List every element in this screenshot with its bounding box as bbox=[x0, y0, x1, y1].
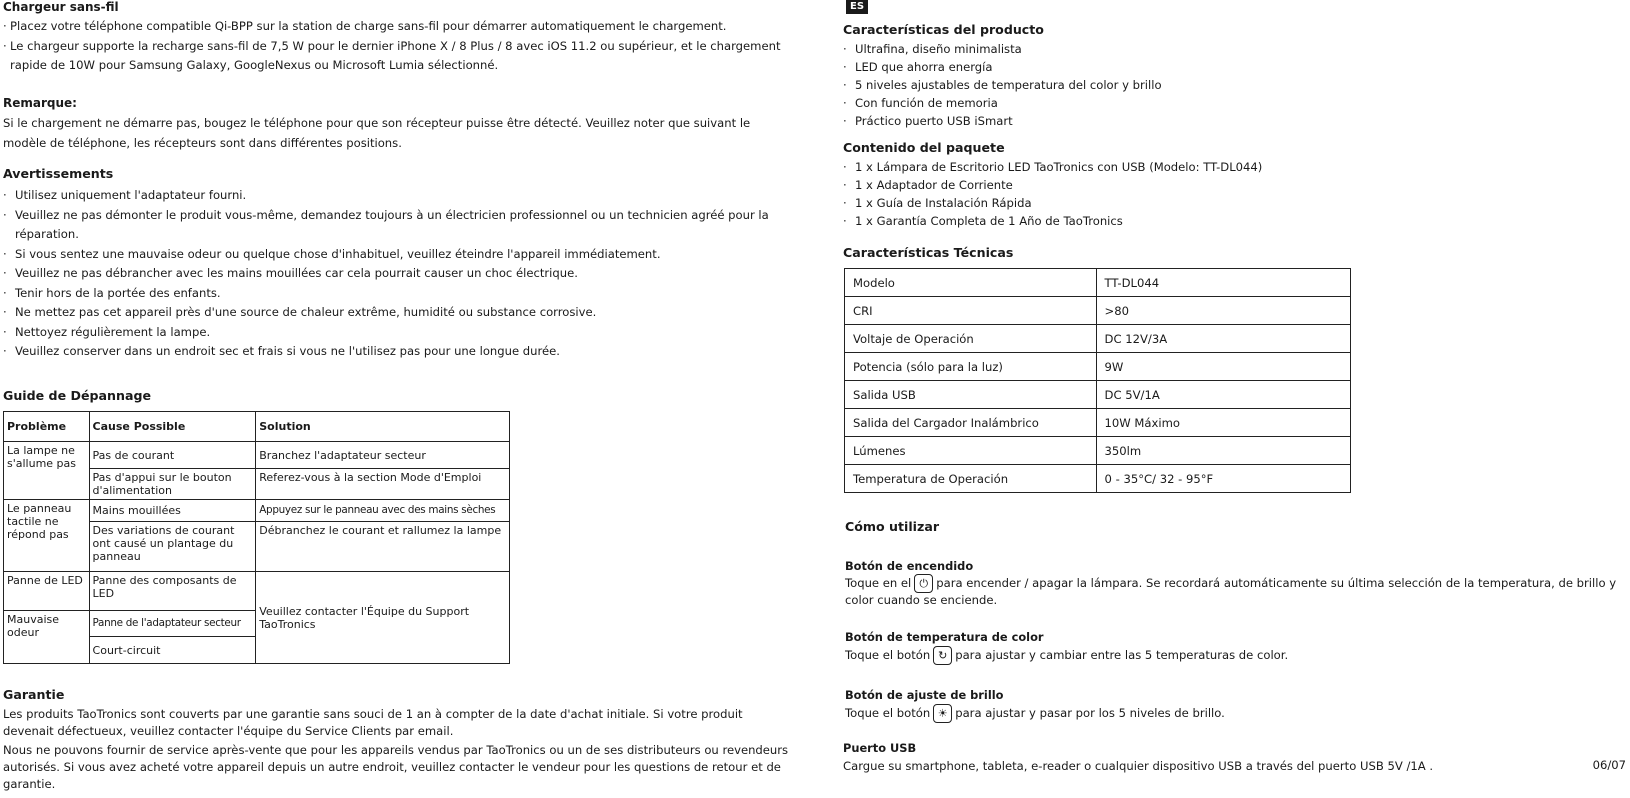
spec-row bbox=[845, 269, 1351, 297]
spec-label: Lúmenes bbox=[845, 437, 1097, 465]
table-row bbox=[4, 500, 510, 522]
cause-cell: Panne de l'adaptateur secteur bbox=[89, 611, 256, 637]
cause-cell: Mains mouillées bbox=[89, 500, 256, 522]
package-list bbox=[843, 158, 1623, 230]
color-temp-title: Botón de temperatura de color bbox=[845, 630, 1044, 644]
bright-text-pre: Toque el botón bbox=[845, 706, 931, 720]
usb-port-text: Cargue su smartphone, tableta, e-reader o cualquier dispositivo USB a través del puerto USB 5V /1A . bbox=[843, 759, 1434, 773]
power-text-pre: Toque en el bbox=[845, 576, 912, 590]
spec-row bbox=[845, 437, 1351, 465]
charger-bullets bbox=[3, 17, 793, 76]
spec-row bbox=[845, 381, 1351, 409]
cause-cell: Panne des composants de LED bbox=[89, 572, 256, 611]
package-title: Contenido del paquete bbox=[843, 140, 1005, 155]
warnings-title: Avertissements bbox=[3, 166, 114, 181]
howto-title: Cómo utilizar bbox=[845, 519, 940, 534]
charger-bullet: · Le chargeur supporte la recharge sans-fil de 7,5 W pour le dernier iPhone X / 8 Plus / 8 avec iOS 11.2 ou supérieur, et le chargement rapide de 10W pour Samsung Galaxy, GoogleNexus ou Microsoft Lumia sélectionné. bbox=[3, 37, 793, 76]
package-item: · 1 x Guía de Instalación Rápida bbox=[843, 194, 1623, 212]
temp-text-post: para ajustar y cambiar entre las 5 temperaturas de color. bbox=[955, 648, 1289, 662]
spec-label: Temperatura de Operación bbox=[845, 465, 1097, 493]
warranty-title: Garantie bbox=[3, 687, 65, 702]
sun-icon: ☀ bbox=[933, 704, 952, 723]
cause-cell: Des variations de courant ont causé un plantage du panneau bbox=[89, 522, 256, 572]
power-icon: ⏻ bbox=[914, 574, 933, 593]
header-solution: Solution bbox=[256, 412, 510, 442]
warning-item: · Ne mettez pas cet appareil près d'une source de chaleur extrême, humidité ou substance corrosive. bbox=[3, 303, 793, 323]
solution-cell: Referez-vous à la section Mode d'Emploi bbox=[256, 469, 510, 500]
features-list bbox=[843, 40, 1623, 130]
specs-table bbox=[844, 268, 1351, 493]
spec-row bbox=[845, 297, 1351, 325]
temp-text-pre: Toque el botón bbox=[845, 648, 931, 662]
warning-item: · Nettoyez régulièrement la lampe. bbox=[3, 323, 793, 343]
feature-item: · Práctico puerto USB iSmart bbox=[843, 112, 1623, 130]
spec-value: 10W Máximo bbox=[1096, 409, 1350, 437]
warning-item: · Utilisez uniquement l'adaptateur fourni. bbox=[3, 186, 793, 206]
cause-cell: Pas de courant bbox=[89, 442, 256, 469]
warranty-paragraph-2: Nous ne pouvons fournir de service après-vente que pour les appareils vendus par TaoTronics ou un de ses distributeurs ou revendeurs autorisés. Si vous avez acheté votre appareil depuis un autre endroit, veuillez contacter le vendeur pour les questions de retour et de garantie. bbox=[3, 743, 789, 791]
feature-item: · 5 niveles ajustables de temperatura del color y brillo bbox=[843, 76, 1623, 94]
warning-item: · Veuillez conserver dans un endroit sec et frais si vous ne l'utilisez pas pour une longue durée. bbox=[3, 342, 793, 362]
remark-text: Si le chargement ne démarre pas, bougez le téléphone pour que son récepteur puisse être détecté. Veuillez noter que suivant le modèle de téléphone, les récepteurs sont dans différentes positions. bbox=[3, 116, 751, 150]
features-title: Características del producto bbox=[843, 22, 1044, 37]
solution-cell: Veuillez contacter l'Équipe du Support TaoTronics bbox=[256, 572, 510, 664]
table-header-row bbox=[4, 412, 510, 442]
header-cause: Cause Possible bbox=[89, 412, 256, 442]
warning-item: · Veuillez ne pas débrancher avec les mains mouillées car cela pourrait causer un choc électrique. bbox=[3, 264, 793, 284]
cause-cell: Pas d'appui sur le bouton d'alimentation bbox=[89, 469, 256, 500]
spec-label: Potencia (sólo para la luz) bbox=[845, 353, 1097, 381]
brightness-title: Botón de ajuste de brillo bbox=[845, 688, 1004, 702]
page-number: 06/07 bbox=[1592, 758, 1626, 772]
specs-title: Características Técnicas bbox=[843, 245, 1014, 260]
package-item: · 1 x Lámpara de Escritorio LED TaoTronics con USB (Modelo: TT-DL044) bbox=[843, 158, 1623, 176]
warning-item: · Si vous sentez une mauvaise odeur ou quelque chose d'inhabituel, veuillez éteindre l'appareil immédiatement. bbox=[3, 245, 793, 265]
problem-cell: Mauvaise odeur bbox=[4, 611, 90, 664]
charger-bullet: · Placez votre téléphone compatible Qi-BPP sur la station de charge sans-fil pour démarrer automatiquement le chargement. bbox=[3, 17, 793, 37]
cause-cell: Court-circuit bbox=[89, 637, 256, 664]
spec-value: 0 - 35°C/ 32 - 95°F bbox=[1096, 465, 1350, 493]
brightness-text bbox=[845, 703, 1625, 723]
warning-item: · Veuillez ne pas démonter le produit vous-même, demandez toujours à un électricien professionnel ou un technicien agréé pour la réparation. bbox=[3, 206, 793, 245]
color-cycle-icon: ↻ bbox=[933, 646, 952, 665]
package-item: · 1 x Adaptador de Corriente bbox=[843, 176, 1623, 194]
usb-port-title: Puerto USB bbox=[843, 741, 917, 755]
solution-cell: Appuyez sur le panneau avec des mains sèches bbox=[256, 500, 510, 522]
power-text-post: para encender / apagar la lámpara. Se recordará automáticamente su última selección de la temperatura, de brillo y color cuando se enciende. bbox=[845, 576, 1617, 607]
bright-text-post: para ajustar y pasar por los 5 niveles de brillo. bbox=[955, 706, 1225, 720]
problem-cell: Panne de LED bbox=[4, 572, 90, 611]
spec-row bbox=[845, 409, 1351, 437]
spec-value: 9W bbox=[1096, 353, 1350, 381]
language-badge: ES bbox=[846, 0, 868, 14]
table-row bbox=[4, 442, 510, 469]
spec-value: DC 12V/3A bbox=[1096, 325, 1350, 353]
table-row bbox=[4, 572, 510, 611]
package-item: · 1 x Garantía Completa de 1 Año de TaoTronics bbox=[843, 212, 1623, 230]
spec-value: DC 5V/1A bbox=[1096, 381, 1350, 409]
power-button-title: Botón de encendido bbox=[845, 559, 974, 573]
spec-row bbox=[845, 353, 1351, 381]
spec-row bbox=[845, 325, 1351, 353]
spec-label: CRI bbox=[845, 297, 1097, 325]
warnings-list bbox=[3, 186, 793, 362]
problem-cell: Le panneau tactile ne répond pas bbox=[4, 500, 90, 572]
problem-cell: La lampe ne s'allume pas bbox=[4, 442, 90, 500]
spec-value: TT-DL044 bbox=[1096, 269, 1350, 297]
solution-cell: Débranchez le courant et rallumez la lampe bbox=[256, 522, 510, 572]
warning-item: · Tenir hors de la portée des enfants. bbox=[3, 284, 793, 304]
solution-cell: Branchez l'adaptateur secteur bbox=[256, 442, 510, 469]
color-temp-text bbox=[845, 645, 1625, 665]
feature-item: · LED que ahorra energía bbox=[843, 58, 1623, 76]
spec-label: Salida del Cargador Inalámbrico bbox=[845, 409, 1097, 437]
spec-value: >80 bbox=[1096, 297, 1350, 325]
feature-item: · Con función de memoria bbox=[843, 94, 1623, 112]
troubleshooting-table bbox=[3, 411, 510, 664]
header-problem: Problème bbox=[4, 412, 90, 442]
spec-label: Salida USB bbox=[845, 381, 1097, 409]
spec-value: 350lm bbox=[1096, 437, 1350, 465]
feature-item: · Ultrafina, diseño minimalista bbox=[843, 40, 1623, 58]
warranty-paragraph-1: Les produits TaoTronics sont couverts par une garantie sans souci de 1 an à compter de la date d'achat initiale. Si votre produit devenait défectueux, veuillez contacter l'équipe du Service Clients par email. bbox=[3, 707, 743, 738]
spec-row bbox=[845, 465, 1351, 493]
spec-label: Modelo bbox=[845, 269, 1097, 297]
spec-label: Voltaje de Operación bbox=[845, 325, 1097, 353]
charger-title: Chargeur sans-fil bbox=[3, 0, 119, 14]
troubleshooting-title: Guide de Dépannage bbox=[3, 388, 151, 403]
power-button-text bbox=[845, 574, 1625, 608]
remark-title: Remarque: bbox=[3, 96, 77, 110]
